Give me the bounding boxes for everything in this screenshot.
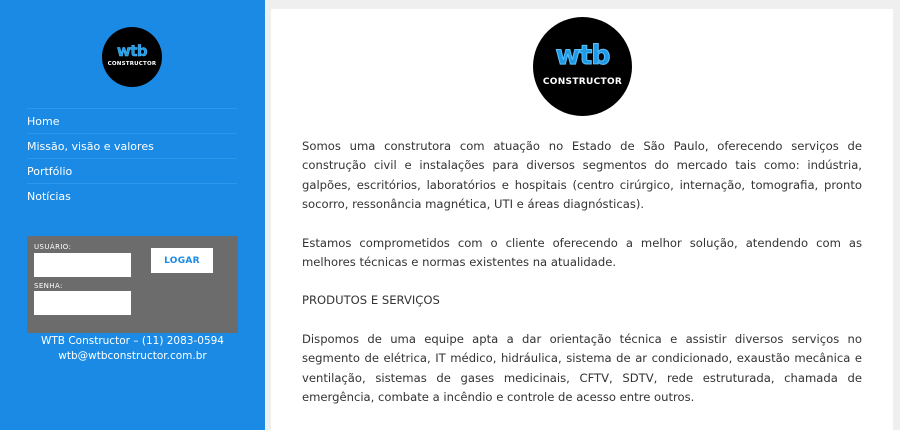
- main-logo-subtitle: CONSTRUCTOR: [542, 77, 623, 87]
- main-logo: [533, 17, 632, 116]
- nav-item-missao[interactable]: Missão, visão e valores: [27, 133, 237, 158]
- logo-subtitle: CONSTRUCTOR: [107, 61, 157, 67]
- password-label: SENHA:: [34, 282, 63, 290]
- services-paragraph: Dispomos de uma equipe apta a dar orientação técnica e assistir diversos serviços no segmento de elétrica, IT médico, hidráulica, sistema de ar condicionado, exaustão mecânica e ventilação, sistemas de gases medicinais, CFTV, SDTV, rede estruturada, chamada de emergência, combate a incêndio e controle de acesso entre outros.: [302, 331, 862, 405]
- nav-item-home[interactable]: Home: [27, 108, 237, 133]
- commitment-paragraph: Estamos comprometidos com o cliente oferecendo a melhor solução, atendendo com as melhores técnicas e normas existentes na atualidade.: [302, 235, 862, 270]
- sidebar-nav: [27, 108, 237, 208]
- main-content-card: [271, 9, 893, 430]
- sidebar-logo[interactable]: [102, 27, 162, 87]
- sidebar: [0, 0, 265, 430]
- username-input[interactable]: [34, 253, 131, 277]
- main-logo-wordmark: wtb: [555, 40, 610, 71]
- contact-phone: WTB Constructor – (11) 2083-0594: [41, 335, 224, 347]
- contact-email[interactable]: wtb@wtbconstructor.com.br: [58, 350, 207, 362]
- nav-item-noticias[interactable]: Notícias: [27, 183, 237, 208]
- password-input[interactable]: [34, 291, 131, 315]
- logo-wordmark: wtb: [116, 42, 148, 60]
- username-label: USUÁRIO:: [34, 243, 72, 251]
- nav-item-portfolio[interactable]: Portfólio: [27, 158, 237, 183]
- login-button[interactable]: LOGAR: [151, 248, 213, 273]
- login-form: [27, 236, 238, 333]
- intro-paragraph: Somos uma construtora com atuação no Estado de São Paulo, oferecendo serviços de construção civil e instalações para diversos segmentos do mercado tais como: indústria, galpões, escritórios, laboratórios e hospitais (centro cirúrgico, internação, tomografia, pronto socorro, ressonância magnética, UTI e áreas diagnósticas).: [302, 139, 862, 212]
- main-text: [302, 137, 862, 426]
- products-heading: PRODUTOS E SERVIÇOS: [302, 293, 440, 308]
